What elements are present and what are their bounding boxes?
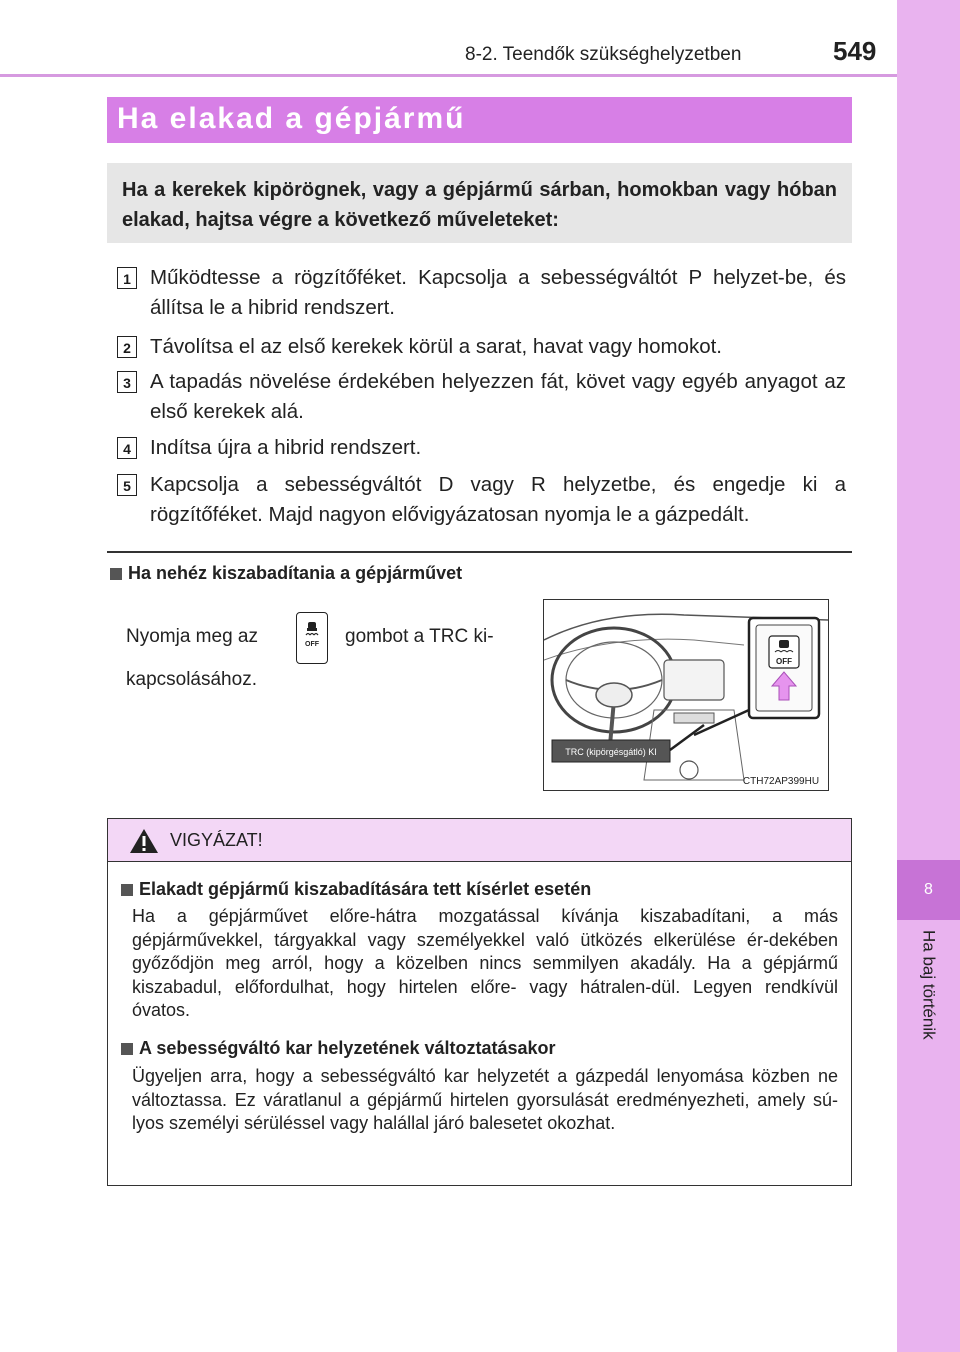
warning-box — [107, 818, 852, 1186]
step-text: A tapadás növelése érdekében helyezzen fát, követ vagy egyéb anyagot az első kerekek alá. — [150, 370, 846, 423]
warning-item-title-text: A sebességváltó kar helyzetének változtatásakor — [139, 1038, 556, 1058]
figure-code: CTH72AP399HU — [742, 776, 820, 787]
chapter-title: Ha baj történik — [919, 930, 939, 1040]
chapter-title-tab — [897, 930, 960, 1100]
page-number: 549 — [833, 36, 877, 66]
warning-item-2-body: Ügyeljen arra, hogy a sebességváltó kar helyzetét a gázpedál lenyomása közben ne változtassa. Ez váratlanul a gépjármű hirtelen gyorsulását eredményezheti, amely sú-lyos személyi sérüléssel vagy halállal járó balesetet okozhat. — [132, 1066, 838, 1133]
step-number: 1 — [117, 267, 137, 289]
trc-instruction-part1: Nyomja meg az — [126, 626, 258, 647]
trc-callout-label: TRC (kipörgésgátló) KI — [565, 747, 657, 757]
warning-triangle-icon — [128, 827, 160, 855]
square-bullet-icon — [121, 1043, 133, 1055]
step-number: 3 — [117, 371, 137, 393]
header-rule — [0, 74, 897, 77]
title-bar — [107, 97, 852, 143]
subsection-heading-text: Ha nehéz kiszabadítania a gépjárművet — [128, 563, 463, 583]
figure-off-label: OFF — [776, 657, 792, 666]
warning-header — [108, 819, 851, 862]
chapter-number: 8 — [897, 860, 960, 920]
step-text: Kapcsolja a sebességváltót D vagy R helyzetbe, és engedje ki a rögzítőféket. Majd nagyon elővigyázatosan nyomja le a gázpedált. — [150, 473, 846, 526]
intro-text: Ha a kerekek kipörögnek, vagy a gépjármű sárban, homokban vagy hóban elakad, hajtsa végre a következő műveleteket: — [122, 179, 837, 231]
subsection-heading — [110, 563, 462, 584]
step-number: 5 — [117, 474, 137, 496]
step-text: Indítsa újra a hibrid rendszert. — [150, 436, 422, 459]
intro-box — [107, 163, 852, 243]
trc-instruction-part2: gombot a TRC ki- — [345, 626, 494, 647]
warning-item-2-title — [121, 1038, 556, 1059]
side-tab-band — [897, 0, 960, 1352]
step-text: Távolítsa el az első kerekek körül a sarat, havat vagy homokot. — [150, 335, 722, 358]
step-text: Működtesse a rögzítőféket. Kapcsolja a sebességváltót P helyzet-be, és állítsa le a hibrid rendszert. — [150, 266, 846, 319]
trc-off-button-icon — [296, 612, 328, 664]
trc-button-label: OFF — [305, 641, 319, 648]
dashboard-illustration — [543, 599, 829, 791]
step-number: 2 — [117, 336, 137, 358]
warning-item-1-body: Ha a gépjárművet előre-hátra mozgatással kívánja kiszabadítani, a más gépjárművekkel, tárgyakkal vagy személyekkel való ütközés elkerülése ér-dekében győződjön meg arról, hogy a közelben nincs semmilyen akadály. Ha a gépjármű kiszabadul, előfordulhat, hogy hirtelen előre- vagy hátralen-dül. Legyen rendkívül óvatos. — [132, 906, 838, 1020]
section-divider — [107, 551, 852, 553]
warning-item-title-text: Elakadt gépjármű kiszabadítására tett kísérlet esetén — [139, 879, 592, 899]
page-title: Ha elakad a gépjármű — [117, 102, 466, 135]
square-bullet-icon — [121, 884, 133, 896]
step-number: 4 — [117, 437, 137, 459]
section-header: 8-2. Teendők szükséghelyzetben — [465, 44, 742, 65]
warning-item-1-title — [121, 879, 591, 900]
warning-title: VIGYÁZAT! — [170, 830, 263, 850]
square-bullet-icon — [110, 568, 122, 580]
trc-instruction-part3: kapcsolásához. — [126, 669, 257, 690]
